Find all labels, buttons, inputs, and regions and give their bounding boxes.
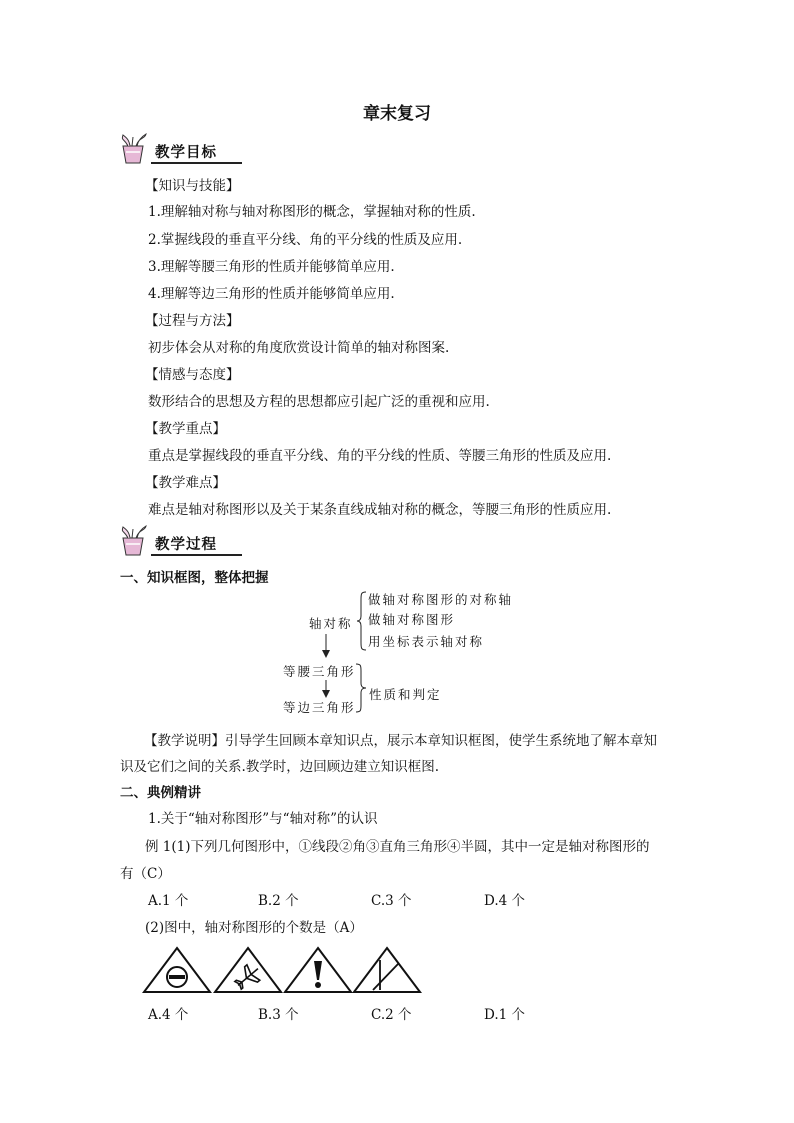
option-b-part-2: B.3 个 [258, 1007, 299, 1023]
page-title: 章末复习 [363, 104, 431, 124]
knowledge-item-2: 2.掌握线段的垂直平分线、角的平分线的性质及应用. [148, 232, 463, 248]
section-banner-process [117, 528, 242, 556]
flower-pot-icon [117, 524, 151, 558]
option-c-part-2: C.2 个 [371, 1007, 412, 1023]
process-heading: 【过程与方法】 [145, 313, 240, 329]
diagram-branch-2: 做轴对称图形 [368, 612, 456, 627]
diagonal-lines-icon [352, 946, 422, 994]
knowledge-item-3: 3.理解等腰三角形的性质并能够简单应用. [148, 259, 395, 275]
diagram-property: 性质和判定 [369, 687, 442, 702]
no-entry-icon [142, 946, 212, 994]
key-point-heading: 【教学重点】 [145, 421, 226, 437]
banner-underline [151, 162, 242, 164]
process-text: 初步体会从对称的角度欣赏设计简单的轴对称图案. [148, 340, 450, 356]
diagram-brace-property [354, 662, 368, 714]
example-1-question-line-1: 例 1(1)下列几何图形中，①线段②角③直角三角形④半圆，其中一定是轴对称图形的 [145, 839, 650, 855]
emotion-text: 数形结合的思想及方程的思想都应引起广泛的重视和应用. [148, 394, 490, 410]
option-d: D.4 个 [484, 893, 526, 909]
teaching-note-line-2: 识及它们之间的关系.教学时，边回顾边建立知识框图. [120, 759, 440, 775]
knowledge-item-1: 1.理解轴对称与轴对称图形的概念，掌握轴对称的性质. [148, 204, 476, 220]
section-heading-examples: 二、典例精讲 [120, 785, 201, 801]
section-heading-framework: 一、知识框图，整体把握 [120, 570, 269, 586]
diagram-equilateral: 等边三角形 [283, 700, 356, 715]
option-a-part-2: A.4 个 [148, 1007, 189, 1023]
emotion-heading: 【情感与态度】 [145, 367, 240, 383]
example-1-part-2: (2)图中，轴对称图形的个数是（A） [145, 920, 363, 936]
key-point-text: 重点是掌握线段的垂直平分线、角的平分线的性质、等腰三角形的性质及应用. [148, 448, 612, 464]
option-b: B.2 个 [258, 893, 299, 909]
knowledge-heading: 【知识与技能】 [145, 178, 240, 194]
banner-label: 教学目标 [155, 145, 217, 161]
option-c: C.3 个 [371, 893, 412, 909]
difficulty-text: 难点是轴对称图形以及关于某条直线成轴对称的概念，等腰三角形的性质应用. [148, 502, 612, 518]
diagram-arrow-down-1 [320, 634, 332, 660]
example-1-question-line-2: 有（C） [120, 866, 171, 882]
teaching-note-line-1: 【教学说明】引导学生回顾本章知识点，展示本章知识框图，使学生系统地了解本章知 [144, 733, 657, 749]
topic-heading: 1.关于“轴对称图形”与“轴对称”的认识 [148, 811, 378, 827]
diagram-isosceles: 等腰三角形 [283, 664, 356, 679]
banner-label: 教学过程 [155, 537, 217, 553]
section-banner-goals [117, 136, 242, 164]
diagram-brace-branches [355, 590, 369, 652]
diagram-branch-1: 做轴对称图形的对称轴 [368, 592, 514, 607]
diagram-arrow-down-2 [320, 680, 332, 700]
diagram-root: 轴对称 [309, 616, 353, 631]
flower-pot-icon [117, 132, 151, 166]
exclamation-icon [283, 946, 353, 994]
difficulty-heading: 【教学难点】 [145, 475, 226, 491]
option-a: A.1 个 [148, 893, 189, 909]
diagram-branch-3: 用坐标表示轴对称 [368, 634, 485, 649]
option-d-part-2: D.1 个 [484, 1007, 526, 1023]
banner-underline [151, 554, 242, 556]
airplane-icon [213, 946, 283, 994]
knowledge-item-4: 4.理解等边三角形的性质并能够简单应用. [148, 286, 395, 302]
